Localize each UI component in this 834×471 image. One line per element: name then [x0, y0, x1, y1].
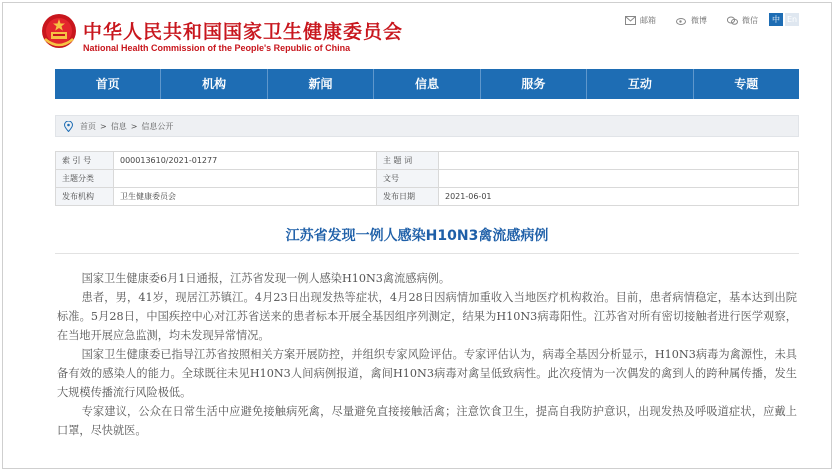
meta-date-value: 2021-06-01	[439, 188, 799, 206]
weibo-link[interactable]	[676, 15, 707, 26]
meta-row	[56, 170, 799, 188]
article-body	[57, 269, 797, 440]
site-title-cn[interactable]: 中华人民共和国国家卫生健康委员会	[83, 21, 404, 43]
mail-label: 邮箱	[640, 16, 656, 25]
site-header	[3, 3, 831, 67]
meta-row	[56, 152, 799, 170]
nav-home[interactable]: 首页	[55, 69, 161, 99]
nav-organization[interactable]: 机构	[161, 69, 267, 99]
document-meta-table	[55, 151, 799, 206]
meta-date-label: 发布日期	[377, 188, 439, 206]
article-paragraph: 专家建议，公众在日常生活中应避免接触病死禽，尽量避免直接接触活禽；注意饮食卫生，提高自我防护意识，出现发热及呼吸道症状，应戴上口罩，尽快就医。	[57, 405, 797, 437]
article-paragraph: 国家卫生健康委已指导江苏省按照相关方案开展防控，并组织专家风险评估。专家评估认为，病毒全基因分析显示，H10N3病毒为禽源性，未具备有效的感染人的能力。全球既往未见H10N3人间病例报道，禽间H10N3病毒对禽呈低致病性。此次疫情为一次偶发的禽到人的跨种属传播，发生大规模传播流行风险极低。	[57, 348, 797, 399]
breadcrumb	[55, 115, 799, 137]
page-frame	[2, 2, 832, 469]
nav-news[interactable]: 新闻	[268, 69, 374, 99]
meta-docno-value	[439, 170, 799, 188]
breadcrumb-home[interactable]: 首页	[80, 121, 96, 131]
meta-category-value	[114, 170, 377, 188]
lang-cn-button[interactable]: 中	[769, 13, 783, 26]
meta-category-label: 主题分类	[56, 170, 114, 188]
weibo-icon	[676, 16, 687, 25]
article-title: 江苏省发现一例人感染H10N3禽流感病例	[285, 228, 549, 244]
meta-publisher-label: 发布机构	[56, 188, 114, 206]
header-tools	[625, 15, 758, 26]
nav-services[interactable]: 服务	[481, 69, 587, 99]
mail-icon	[625, 16, 636, 25]
mail-link[interactable]	[625, 15, 656, 26]
breadcrumb-separator: >	[100, 121, 107, 131]
location-pin-icon	[64, 121, 73, 132]
meta-publisher-value: 卫生健康委员会	[114, 188, 377, 206]
wechat-icon	[727, 16, 738, 25]
nav-interaction[interactable]: 互动	[587, 69, 693, 99]
language-switch	[769, 13, 799, 26]
meta-topic-label: 主 题 词	[377, 152, 439, 170]
wechat-label: 微信	[742, 16, 758, 25]
main-nav	[55, 69, 799, 99]
breadcrumb-disclosure[interactable]: 信息公开	[141, 121, 174, 131]
article-paragraph: 患者，男，41岁，现居江苏镇江。4月23日出现发热等症状，4月28日因病情加重收入当地医疗机构救治。目前，患者病情稳定，基本达到出院标准。5月28日，中国疾控中心对江苏省送来的患者标本开展全基因组序列测定，结果为H10N3病毒阳性。江苏省对所有密切接触者进行医学观察，在当地开展应急监测，均未发现异常情况。	[57, 291, 797, 342]
nav-information[interactable]: 信息	[374, 69, 480, 99]
article-paragraph: 国家卫生健康委6月1日通报，江苏省发现一例人感染H10N3禽流感病例。	[81, 272, 451, 285]
meta-docno-label: 文号	[377, 170, 439, 188]
title-divider	[55, 253, 799, 254]
breadcrumb-separator: >	[130, 121, 138, 131]
site-title-en: National Health Commission of the People's Republic of China	[83, 43, 351, 53]
meta-row	[56, 188, 799, 206]
weibo-label: 微博	[691, 16, 707, 25]
national-emblem-icon	[41, 13, 77, 51]
breadcrumb-information[interactable]: 信息	[110, 121, 127, 131]
meta-index-value: 000013610/2021-01277	[114, 152, 377, 170]
wechat-link[interactable]	[727, 15, 758, 26]
meta-topic-value	[439, 152, 799, 170]
nav-topics[interactable]: 专题	[734, 77, 759, 91]
lang-en-button[interactable]: En	[786, 15, 798, 24]
meta-index-label: 索 引 号	[56, 152, 114, 170]
